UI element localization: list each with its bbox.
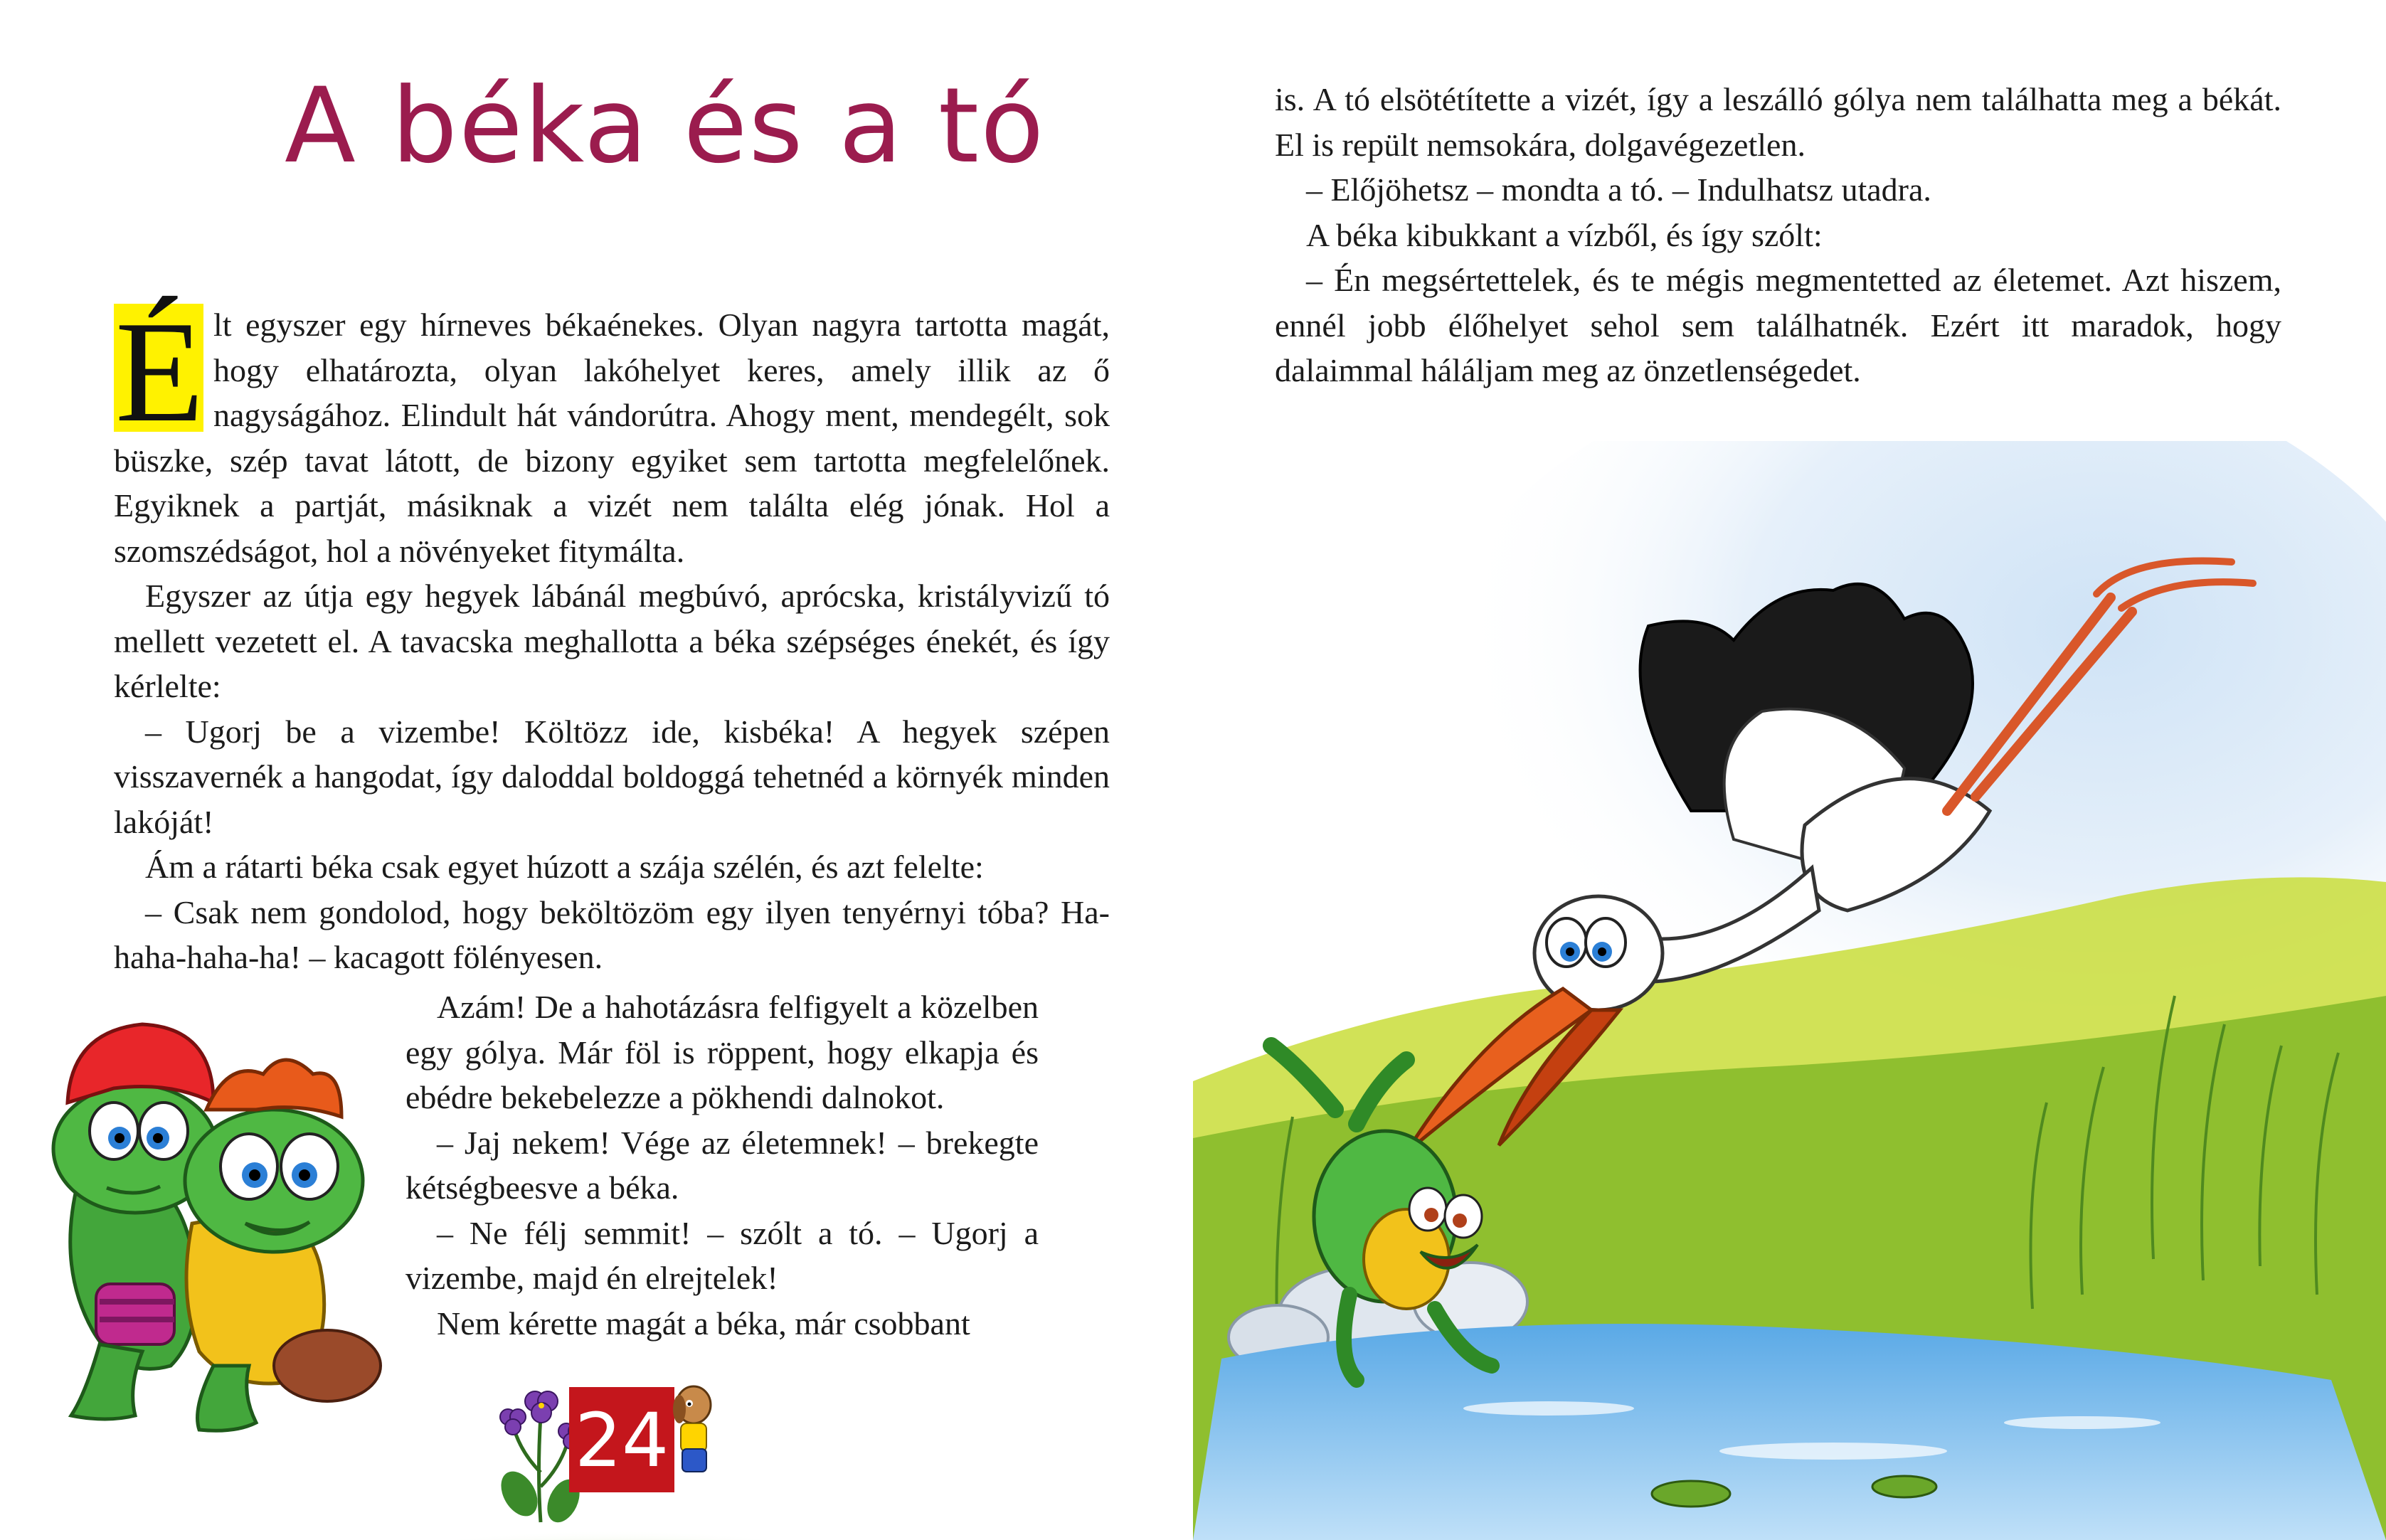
paragraph: Egyszer az útja egy hegyek lábánál megbúvó, aprócska, kristályvizű tó mellett vezetett el. A tavacska meghallotta a béka szépséges énekét, és így kérlelte: xyxy=(114,578,1110,704)
drop-cap xyxy=(114,292,204,452)
paragraph: Nem kérette magát a béka, már csobbant xyxy=(437,1305,970,1342)
paragraph: Ám a rátarti béka csak egyet húzott a szája szélén, és azt felelte: xyxy=(145,849,984,885)
text-column-1 xyxy=(114,292,1110,980)
puppy-illustration xyxy=(672,1384,715,1480)
paragraph: Azám! De a hahotázásra felfigyelt a közelben egy gólya. Már föl is röppent, hogy elkapja és ebédre bekebelezze a pökhendi dalnokot. xyxy=(405,989,1039,1115)
paragraph: A béka kibukkant a vízből, és így szólt: xyxy=(1306,216,1823,253)
paragraph: is. A tó elsötétítette a vizét, így a leszálló gólya nem találhatta meg a békát. El is repült nemsokára, dolgavégezetlen. xyxy=(1275,81,2281,163)
paragraph: – Ne félj semmit! – szólt a tó. – Ugorj a vizembe, majd én elrejtelek! xyxy=(405,1214,1039,1296)
text-column-3 xyxy=(1275,77,2281,393)
stork-and-frog-illustration xyxy=(1193,441,2386,1540)
paragraph xyxy=(114,292,1110,573)
story-title: A béka és a tó xyxy=(285,65,1046,186)
paragraph: – Ugorj be a vizembe! Költözz ide, kisbéka! A hegyek szépen visszavernék a hangodat, így daloddal boldoggá tehetnéd a környék minden lakóját! xyxy=(114,713,1110,840)
drop-cap-letter: É xyxy=(115,292,204,452)
page-number: 24 xyxy=(574,1397,669,1484)
paragraph: – Jaj nekem! Vége az életemnek! – brekegte kétségbeesve a béka. xyxy=(405,1124,1039,1206)
frog-with-hair xyxy=(185,1060,381,1430)
paragraph: – Én megsértettelek, és te mégis megmentetted az életemet. Azt hiszem, ennél jobb élőhelyet sehol sem találhatnék. Ezért itt maradok, hogy dalaimmal háláljam meg az önzetlenségedet. xyxy=(1275,262,2281,388)
paragraph: – Csak nem gondolod, hogy beköltözöm egy ilyen tenyérnyi tóba? Ha-haha-haha-ha! – kacagott fölényesen. xyxy=(114,893,1110,975)
paragraph: – Előjöhetsz – mondta a tó. – Indulhatsz utadra. xyxy=(1306,171,1931,208)
text-column-2 xyxy=(405,984,1039,1346)
right-page xyxy=(1193,0,2386,1540)
paragraph-text: lt egyszer egy hírneves békaénekes. Olyan nagyra tartotta magát, hogy elhatározta, olyan lakóhelyet keres, amely illik az ő nagyságához. Elindult hát vándorútra. Ahogy ment, mendegélt, sok büszke, szép tavat látott, de bizony egyiket sem tartotta megfelelőnek. Egyiknek a partját, másiknak a vizét nem találta elég jónak. Hol a szomszédságot, hol a növényeket fitymálta. xyxy=(114,307,1110,569)
frogs-illustration xyxy=(28,996,413,1437)
